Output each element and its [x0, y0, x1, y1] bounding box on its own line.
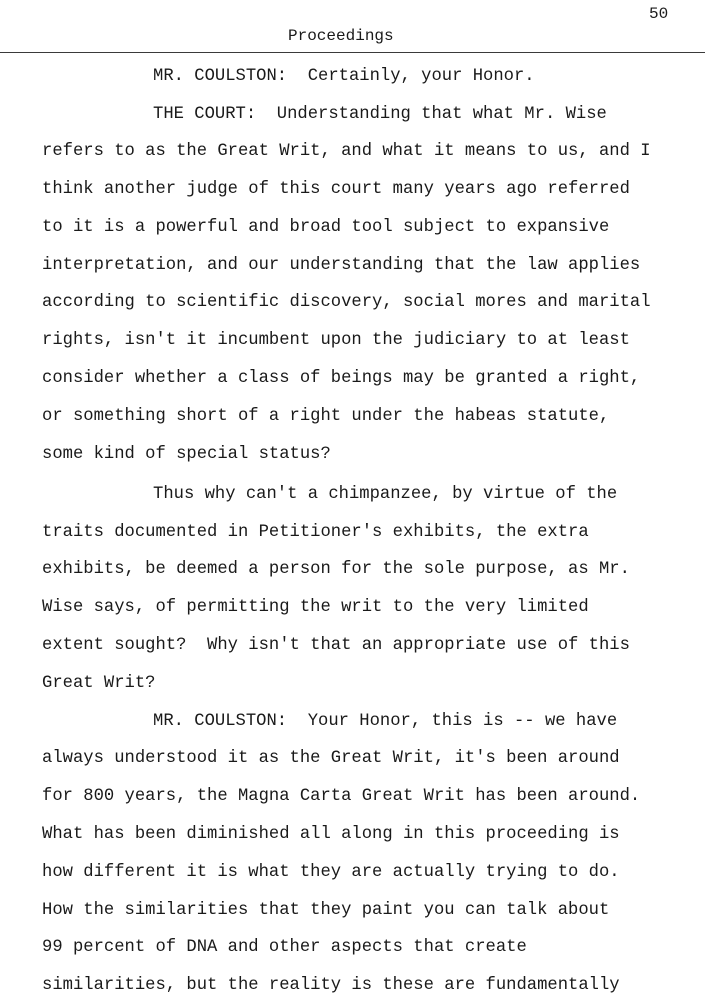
- header-rule: [0, 52, 705, 53]
- transcript-line: some kind of special status?: [42, 445, 331, 464]
- transcript-line: What has been diminished all along in this proceeding is: [42, 825, 620, 844]
- transcript-line: interpretation, and our understanding that the law applies: [42, 256, 641, 275]
- transcript-line: refers to as the Great Writ, and what it means to us, and I: [42, 142, 651, 161]
- transcript-line: MR. COULSTON: Certainly, your Honor.: [153, 67, 535, 86]
- transcript-line: think another judge of this court many years ago referred: [42, 180, 630, 199]
- page-number: 50: [649, 5, 669, 23]
- transcript-line: THE COURT: Understanding that what Mr. Wise: [153, 105, 607, 124]
- transcript-line: Great Writ?: [42, 674, 156, 693]
- transcript-line: how different it is what they are actually trying to do.: [42, 863, 620, 882]
- transcript-line: MR. COULSTON: Your Honor, this is -- we have: [153, 712, 618, 731]
- page-header-title: Proceedings: [288, 27, 394, 45]
- transcript-line: always understood it as the Great Writ, it's been around: [42, 749, 620, 768]
- transcript-line: similarities, but the reality is these are fundamentally: [42, 976, 620, 995]
- transcript-line: or something short of a right under the habeas statute,: [42, 407, 610, 426]
- transcript-line: Wise says, of permitting the writ to the very limited: [42, 598, 589, 617]
- transcript-line: according to scientific discovery, social mores and marital: [42, 293, 651, 312]
- transcript-line: How the similarities that they paint you can talk about: [42, 901, 610, 920]
- transcript-line: extent sought? Why isn't that an appropriate use of this: [42, 636, 630, 655]
- transcript-line: to it is a powerful and broad tool subject to expansive: [42, 218, 610, 237]
- transcript-line: consider whether a class of beings may be granted a right,: [42, 369, 641, 388]
- transcript-line: for 800 years, the Magna Carta Great Writ has been around.: [42, 787, 641, 806]
- transcript-line: 99 percent of DNA and other aspects that create: [42, 938, 527, 957]
- transcript-line: exhibits, be deemed a person for the sole purpose, as Mr.: [42, 560, 630, 579]
- transcript-line: traits documented in Petitioner's exhibits, the extra: [42, 523, 589, 542]
- transcript-line: Thus why can't a chimpanzee, by virtue of the: [153, 485, 618, 504]
- transcript-line: rights, isn't it incumbent upon the judiciary to at least: [42, 331, 630, 350]
